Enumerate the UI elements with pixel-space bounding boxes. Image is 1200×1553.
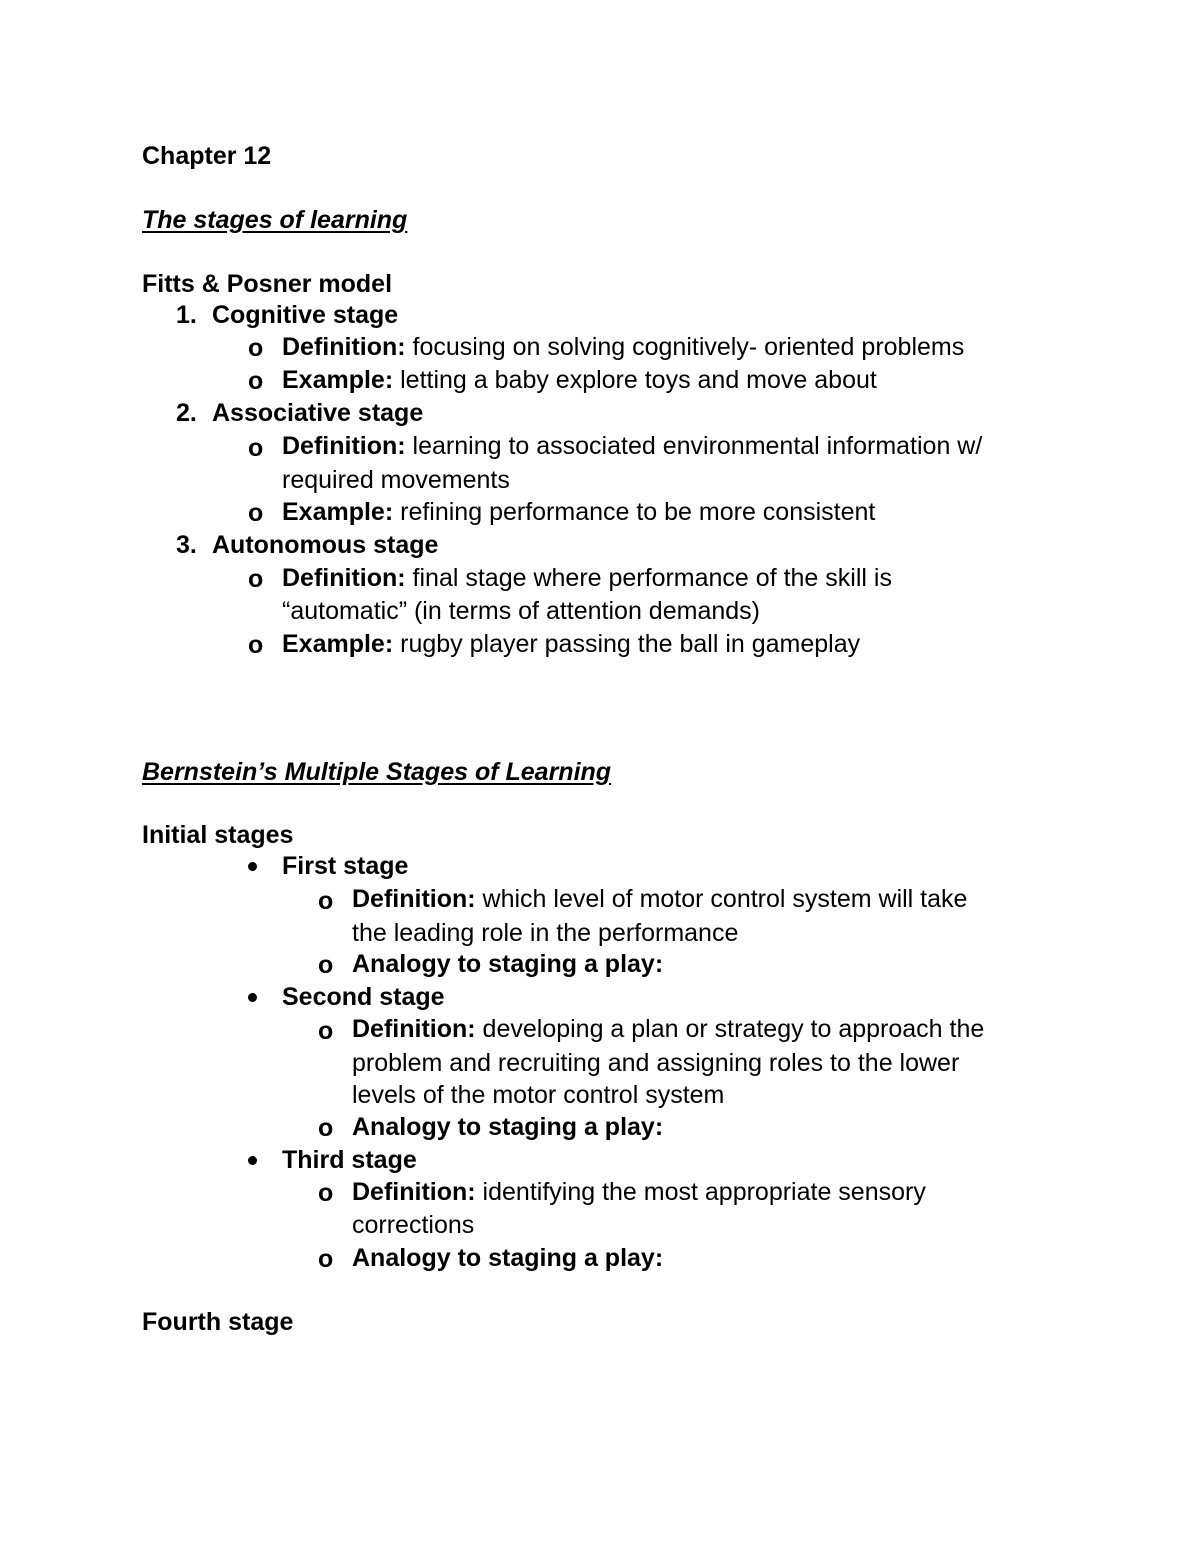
definition-label: Definition: [352,1178,476,1206]
example-item [248,497,263,530]
definition-line [282,331,964,364]
definition-label: Definition: [282,564,406,592]
sub-bullet-icon: o [248,565,264,593]
definition-line [282,430,982,463]
initial-stages-heading: Initial stages [142,821,294,849]
chapter-heading: Chapter 12 [142,142,272,170]
definition-item [248,332,263,365]
section-title-bernstein: Bernstein’s Multiple Stages of Learning [142,758,612,786]
fourth-stage-heading: Fourth stage [142,1308,294,1336]
section-title-stages: The stages of learning [142,206,408,234]
analogy-label: Analogy to staging a play: [352,1113,664,1141]
definition-line [352,1176,926,1209]
definition-continuation: corrections [352,1211,475,1239]
definition-label: Definition: [352,1015,476,1043]
definition-item [318,885,333,918]
analogy-label: Analogy to staging a play: [352,1244,664,1272]
example-line [282,364,877,397]
sub-bullet-icon: o [318,1245,334,1273]
definition-text: learning to associated environmental information w/ [412,432,983,460]
sub-bullet-icon: o [318,1017,334,1045]
stage-name: Third stage [282,1146,417,1174]
stage-number: 1. [176,301,197,329]
sub-bullet-icon: o [248,334,264,362]
analogy-item [318,949,333,982]
analogy-item [318,1243,333,1276]
definition-item [318,1177,333,1210]
stage-number: 2. [176,399,197,427]
example-label: Example: [282,630,394,658]
definition-text: developing a plan or strategy to approach the [482,1015,985,1043]
definition-line [352,883,967,916]
definition-text: which level of motor control system will take [482,885,968,913]
sub-bullet-icon: o [318,1179,334,1207]
example-text: refining performance to be more consistent [400,498,876,526]
definition-continuation: levels of the motor control system [352,1081,725,1109]
stage-name: First stage [282,852,409,880]
definition-item [318,1015,333,1048]
sub-bullet-icon: o [248,434,264,462]
sub-bullet-icon: o [318,1114,334,1142]
example-label: Example: [282,498,394,526]
definition-line [352,1013,984,1046]
definition-label: Definition: [282,432,406,460]
definition-continuation: required movements [282,466,510,494]
definition-item [248,563,263,596]
sub-bullet-icon: o [318,951,334,979]
example-item [248,365,263,398]
definition-line [282,562,892,595]
definition-label: Definition: [282,333,406,361]
sub-bullet-icon: o [248,367,264,395]
example-text: rugby player passing the ball in gameplay [400,630,861,658]
bullet-icon [248,862,257,871]
analogy-label: Analogy to staging a play: [352,950,664,978]
example-item [248,629,263,662]
bullet-icon [248,993,257,1002]
example-line [282,628,860,661]
example-text: letting a baby explore toys and move about [400,366,877,394]
bullet-icon [248,1156,257,1165]
definition-text: identifying the most appropriate sensory [482,1178,926,1206]
stage-name: Cognitive stage [212,301,399,329]
definition-continuation: “automatic” (in terms of attention demands) [282,597,760,625]
stage-number: 3. [176,531,197,559]
example-line [282,496,875,529]
definition-continuation: problem and recruiting and assigning roles to the lower [352,1049,960,1077]
definition-continuation: the leading role in the performance [352,919,739,947]
analogy-item [318,1112,333,1145]
stage-name: Autonomous stage [212,531,439,559]
definition-label: Definition: [352,885,476,913]
sub-bullet-icon: o [318,887,334,915]
model-heading: Fitts & Posner model [142,270,393,298]
stage-name: Second stage [282,983,445,1011]
example-label: Example: [282,366,394,394]
sub-bullet-icon: o [248,631,264,659]
sub-bullet-icon: o [248,499,264,527]
definition-text: focusing on solving cognitively- oriented problems [412,333,965,361]
stage-name: Associative stage [212,399,424,427]
definition-item [248,432,263,465]
definition-text: final stage where performance of the skill is [412,564,892,592]
